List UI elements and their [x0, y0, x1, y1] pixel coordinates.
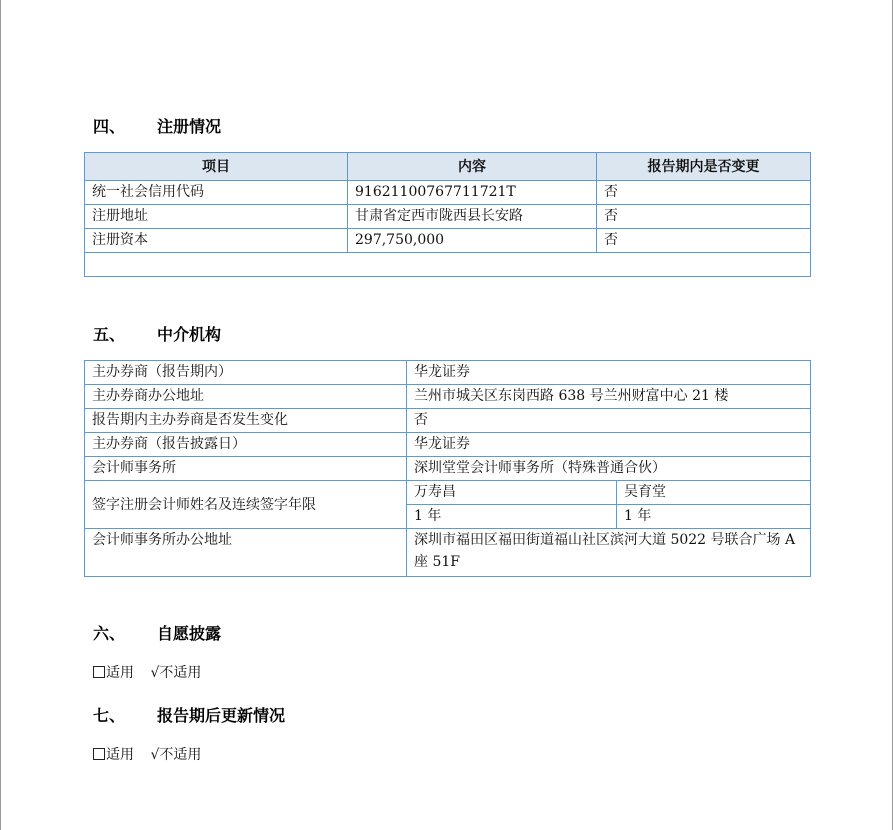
table-row: [85, 181, 811, 205]
row-value: 否: [407, 409, 811, 433]
table-row: [85, 409, 811, 433]
table-row: [85, 433, 811, 457]
section-7-title: 报告期后更新情况: [157, 706, 286, 725]
registration-table: [84, 152, 811, 277]
header-content: 内容: [348, 153, 597, 181]
table-row: [85, 205, 811, 229]
row-value: 华龙证券: [407, 433, 811, 457]
section-4-number: 四、: [93, 117, 126, 136]
row-label: 注册地址: [85, 205, 348, 229]
row-label: 主办券商办公地址: [85, 385, 407, 409]
checkmark-icon: √: [150, 665, 160, 681]
not-applicable-label: 不适用: [159, 665, 202, 681]
row-value: 91621100767711721T: [348, 181, 597, 205]
empty-cell: [85, 253, 811, 277]
table-header-row: [85, 153, 811, 181]
row-value: 甘肃省定西市陇西县长安路: [348, 205, 597, 229]
checkmark-icon: √: [150, 747, 160, 763]
row-value: 华龙证券: [407, 361, 811, 385]
section-6-options: [93, 662, 201, 682]
row-label: 统一社会信用代码: [85, 181, 348, 205]
row-label: 主办券商（报告披露日）: [85, 433, 407, 457]
section-5-heading: [93, 322, 221, 345]
section-5-title: 中介机构: [157, 325, 222, 344]
intermediary-table: [84, 360, 811, 577]
row-changed: 否: [597, 229, 811, 253]
table-row: [85, 529, 811, 577]
row-value: 深圳市福田区福田街道福山社区滨河大道 5022 号联合广场 A 座 51F: [407, 529, 811, 577]
applicable-label: 适用: [106, 747, 134, 763]
section-6-heading: [93, 621, 221, 644]
applicable-checkbox[interactable]: [93, 748, 105, 760]
applicable-label: 适用: [106, 665, 134, 681]
row-label: 报告期内主办券商是否发生变化: [85, 409, 407, 433]
signer-2-years: 1 年: [617, 505, 811, 529]
section-6-title: 自愿披露: [157, 624, 222, 643]
section-5-number: 五、: [93, 325, 126, 344]
row-value: 兰州市城关区东岗西路 638 号兰州财富中心 21 楼: [407, 385, 811, 409]
table-empty-row: [85, 253, 811, 277]
header-item: 项目: [85, 153, 348, 181]
signer-1-years: 1 年: [407, 505, 617, 529]
row-changed: 否: [597, 205, 811, 229]
row-label: 注册资本: [85, 229, 348, 253]
table-row: [85, 457, 811, 481]
not-applicable-label: 不适用: [159, 747, 202, 763]
row-value: 297,750,000: [348, 229, 597, 253]
table-row: [85, 481, 811, 505]
section-7-number: 七、: [93, 706, 126, 725]
section-4-heading: [93, 114, 221, 137]
row-label: 会计师事务所办公地址: [85, 529, 407, 577]
section-6-number: 六、: [93, 624, 126, 643]
section-7-heading: [93, 703, 285, 726]
applicable-checkbox[interactable]: [93, 666, 105, 678]
row-label: 签字注册会计师姓名及连续签字年限: [85, 481, 407, 529]
row-value: 深圳堂堂会计师事务所（特殊普通合伙）: [407, 457, 811, 481]
signer-2-name: 吴育堂: [617, 481, 811, 505]
section-7-options: [93, 744, 201, 764]
row-label: 会计师事务所: [85, 457, 407, 481]
table-row: [85, 385, 811, 409]
row-changed: 否: [597, 181, 811, 205]
signer-1-name: 万寿昌: [407, 481, 617, 505]
section-4-title: 注册情况: [157, 117, 222, 136]
page-border-left: [0, 0, 1, 830]
table-row: [85, 361, 811, 385]
header-changed: 报告期内是否变更: [597, 153, 811, 181]
row-label: 主办券商（报告期内）: [85, 361, 407, 385]
table-row: [85, 229, 811, 253]
